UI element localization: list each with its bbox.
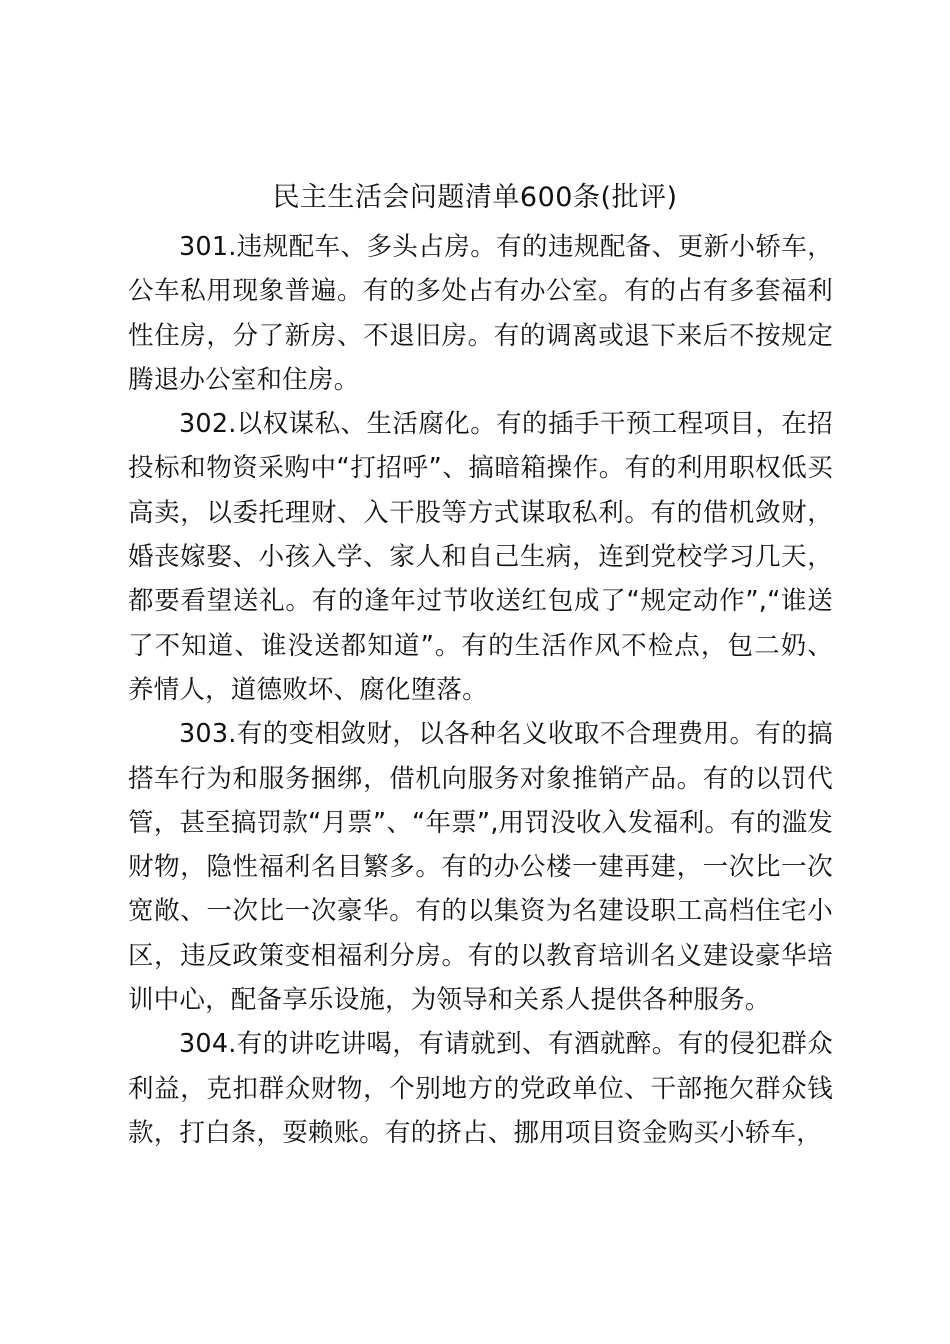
paragraph-304: 304.有的讲吃讲喝，有请就到、有酒就醉。有的侵犯群众利益，克扣群众财物，个别地方的党政单位、干部拖欠群众钱款，打白条，耍赖账。有的挤占、挪用项目资金购买小轿车， [128, 1029, 833, 1148]
paragraph-303: 303.有的变相敛财，以各种名义收取不合理费用。有的搞搭车行为和服务捆绑，借机向服务对象推销产品。有的以罚代管，甚至搞罚款“月票”、“年票”,用罚没收入发福利。有的滥发财物，隐性福利名目繁多。有的办公楼一建再建，一次比一次宽敞、一次比一次豪华。有的以集资为名建设职工高档住宅小区，违反政策变相福利分房。有的以教育培训名义建设豪华培训中心，配备享乐设施，为领导和关系人提供各种服务。 [128, 719, 833, 1016]
document-body [128, 225, 833, 1155]
paragraph-301: 301.违规配车、多头占房。有的违规配备、更新小轿车，公车私用现象普遍。有的多处占有办公室。有的占有多套福利性住房，分了新房、不退旧房。有的调离或退下来后不按规定腾退办公室和住房。 [128, 232, 833, 395]
document-title: 民主生活会问题清单600条(批评) [272, 182, 678, 213]
paragraph-302: 302.以权谋私、生活腐化。有的插手干预工程项目，在招投标和物资采购中“打招呼”、搞暗箱操作。有的利用职权低买高卖，以委托理财、入干股等方式谋取私利。有的借机敛财，婚丧嫁娶、小孩入学、家人和自己生病，连到党校学习几天，都要看望送礼。有的逢年过节收送红包成了“规定动作”,“谁送了不知道、谁没送都知道”。有的生活作风不检点，包二奶、养情人，道德败坏、腐化堕落。 [128, 409, 833, 705]
